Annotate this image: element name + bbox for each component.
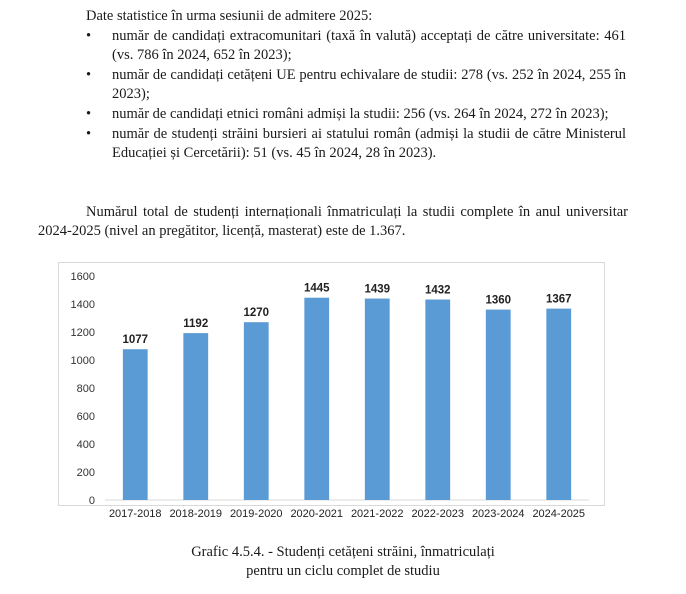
data-label: 1270 bbox=[243, 307, 270, 320]
bar bbox=[365, 299, 390, 500]
bullet-icon: • bbox=[86, 106, 92, 122]
data-label: 1367 bbox=[545, 293, 572, 306]
x-tick-label: 2018-2019 bbox=[169, 508, 223, 520]
y-tick-label: 400 bbox=[76, 439, 95, 451]
x-tick-label: 2021-2022 bbox=[350, 508, 404, 520]
list-item-text: număr de candidați extracomunitari (taxă în valută) acceptați de către universitate: 461 (vs. 786 în 2024, 652 în 2023); bbox=[112, 28, 626, 63]
y-tick-label: 1600 bbox=[70, 271, 95, 283]
list-item bbox=[86, 125, 626, 163]
bar bbox=[486, 310, 511, 500]
summary-paragraph: Numărul total de studenți internaționali înmatriculați la studii complete în anul universitar 2024-2025 (nivel an pregătitor, licență, masterat) este de 1.367. bbox=[38, 204, 628, 239]
y-tick-label: 1200 bbox=[70, 327, 95, 339]
data-label: 1192 bbox=[183, 318, 209, 331]
list-item bbox=[86, 66, 626, 104]
data-label: 1077 bbox=[122, 334, 149, 347]
list-item bbox=[86, 105, 626, 124]
bullet-icon: • bbox=[86, 28, 92, 44]
y-tick-label: 0 bbox=[88, 495, 95, 507]
data-label: 1432 bbox=[424, 284, 451, 297]
x-tick-label: 2022-2023 bbox=[411, 508, 465, 520]
y-tick-label: 1000 bbox=[70, 355, 95, 367]
bar-chart bbox=[59, 263, 604, 525]
x-tick-label: 2017-2018 bbox=[108, 508, 162, 520]
data-label: 1360 bbox=[485, 294, 512, 307]
bar bbox=[123, 349, 148, 500]
list-item-text: număr de studenți străini bursieri ai statului român (admiși la studii de către Ministerul Educației și Cercetării): 51 (vs. 45 în 2024, 28 în 2023). bbox=[112, 126, 626, 161]
x-tick-label: 2023-2024 bbox=[471, 508, 525, 520]
data-label: 1439 bbox=[364, 283, 391, 296]
y-tick-label: 1400 bbox=[70, 299, 95, 311]
figure-caption-line2: pentru un ciclu complet de studiu bbox=[246, 563, 440, 579]
bullet-icon: • bbox=[86, 126, 92, 142]
figure-caption-line1: Grafic 4.5.4. - Studenți cetățeni străini, înmatriculați bbox=[191, 544, 495, 560]
bar bbox=[183, 333, 208, 500]
intro-text: Date statistice în urma sesiunii de admitere 2025: bbox=[86, 8, 373, 24]
bar bbox=[425, 300, 450, 500]
bar bbox=[546, 309, 571, 500]
bar bbox=[244, 322, 269, 500]
y-tick-label: 800 bbox=[76, 383, 95, 395]
bullet-icon: • bbox=[86, 67, 92, 83]
statistics-list bbox=[86, 27, 626, 164]
list-item-text: număr de candidați etnici români admiși la studii: 256 (vs. 264 în 2024, 272 în 2023); bbox=[112, 106, 609, 122]
list-item bbox=[86, 27, 626, 65]
x-tick-label: 2019-2020 bbox=[229, 508, 283, 520]
data-label: 1445 bbox=[303, 282, 330, 295]
x-tick-label: 2024-2025 bbox=[532, 508, 586, 520]
bar bbox=[304, 298, 329, 500]
x-tick-label: 2020-2021 bbox=[290, 508, 344, 520]
list-item-text: număr de candidați cetățeni UE pentru echivalare de studii: 278 (vs. 252 în 2024, 255 în 2023); bbox=[112, 67, 626, 102]
chart-container bbox=[58, 262, 605, 520]
y-tick-label: 600 bbox=[76, 411, 95, 423]
y-tick-label: 200 bbox=[76, 467, 95, 479]
